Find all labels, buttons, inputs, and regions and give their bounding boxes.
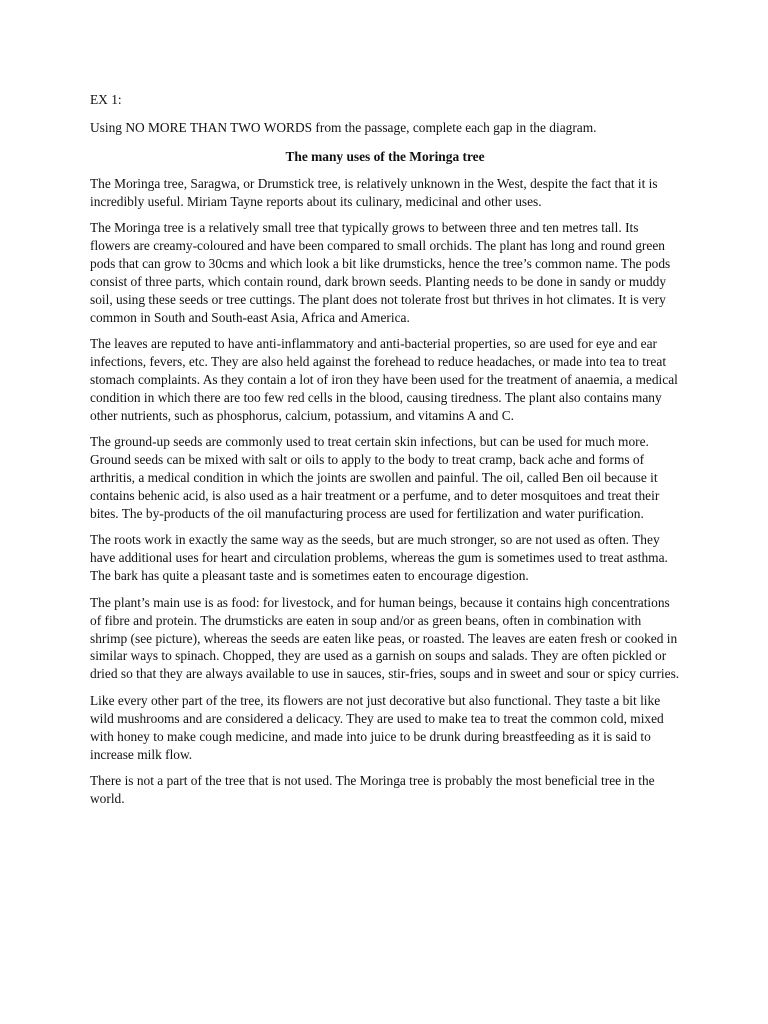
article-roots-paragraph: The roots work in exactly the same way as the seeds, but are much stronger, so are not used as often. They have additional uses for heart and circulation problems, whereas the gum is sometimes used to treat asthma. The bark has quite a pleasant taste and is sometimes eaten to encourage digestion. [90, 532, 668, 584]
article-title: The many uses of the Moringa tree [285, 148, 485, 164]
exercise-instruction: Using NO MORE THAN TWO WORDS from the passage, complete each gap in the diagram. [90, 119, 597, 135]
document-page [90, 91, 680, 816]
article-intro-paragraph: The Moringa tree, Saragwa, or Drumstick tree, is relatively unknown in the West, despite the fact that it is incredibly useful. Miriam Tayne reports about its culinary, medicinal and other uses. [90, 175, 658, 209]
article-leaves-paragraph: The leaves are reputed to have anti-inflammatory and anti-bacterial properties, so are used for eye and ear infections, fevers, etc. They are also held against the forehead to reduce headaches, or made into tea to treat stomach complaints. As they contain a lot of iron they have been used for the treatment of anaemia, a medical condition in which there are too few red cells in the blood, causing tiredness. The plant also contains many other nutrients, such as phosphorus, calcium, potassium, and vitamins A and C. [90, 336, 678, 423]
article-description-paragraph: The Moringa tree is a relatively small tree that typically grows to between three and ten metres tall. Its flowers are creamy-coloured and have been compared to small orchids. The plant has long and round green pods that can grow to 30cms and which look a bit like drumsticks, hence the tree’s common name. The pods consist of three parts, which contain round, dark brown seeds. Planting needs to be done in sandy or muddy soil, using these seeds or tree cuttings. The plant does not tolerate frost but thrives in hot climates. It is very common in South and South-east Asia, Africa and America. [90, 220, 671, 325]
article-flowers-paragraph: Like every other part of the tree, its flowers are not just decorative but also functional. They taste a bit like wild mushrooms and are considered a delicacy. They are used to make tea to treat the common cold, mixed with honey to make cough medicine, and made into juice to be drunk during breastfeeding as it is said to increase milk flow. [90, 692, 664, 762]
article-food-paragraph: The plant’s main use is as food: for livestock, and for human beings, because it contains high concentrations of fibre and protein. The drumsticks are eaten in soup and/or as green beans, often in combination with shrimp (see picture), whereas the seeds are eaten like peas, or roasted. The leaves are eaten fresh or cooked in similar ways to spinach. Chopped, they are used as a garnish on soups and salads. They are often pickled or dried so that they are always available to use in sauces, stir-fries, soups and in sweet and sour or spicy curries. [90, 594, 680, 682]
article-conclusion-paragraph: There is not a part of the tree that is not used. The Moringa tree is probably the most beneficial tree in the world. [90, 773, 655, 806]
article-seeds-paragraph: The ground-up seeds are commonly used to treat certain skin infections, but can be used for much more. Ground seeds can be mixed with salt or oils to apply to the body to treat cramp, back ache and forms of arthritis, a medical condition in which the joints are swollen and painful. The oil, called Ben oil because it contains behenic acid, is also used as a hair treatment or a perfume, and to deter mosquitoes and treat their bites. The by-products of the oil manufacturing process are used for fertilization and water purification. [90, 434, 660, 521]
exercise-label: EX 1: [90, 92, 122, 107]
